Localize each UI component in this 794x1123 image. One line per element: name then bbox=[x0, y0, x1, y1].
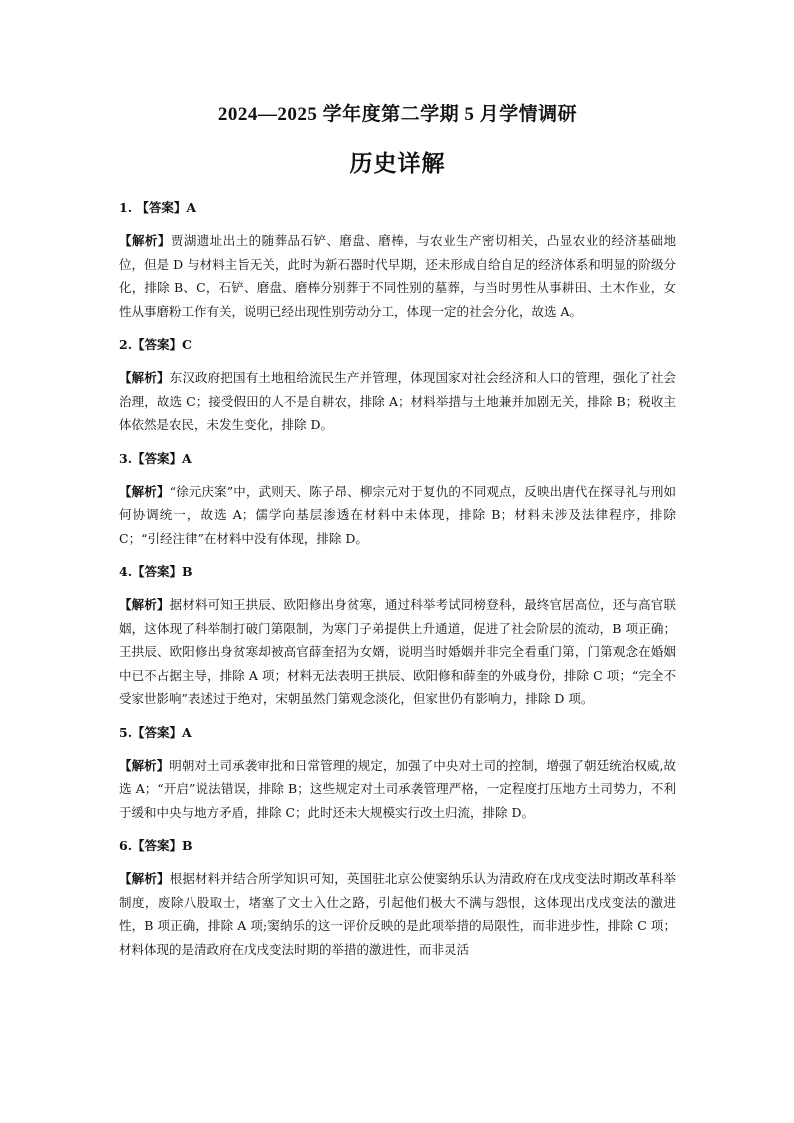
analysis-text: 根据材料并结合所学知识可知，英国驻北京公使窦纳乐认为清政府在戊戌变法时期改革科举制度，废除八股取士，堵塞了文士入仕之路，引起他们极大不满与怨恨，这体现出戊戌变法的激进性，B 项正确，排除 A 项;窦纳乐的这一评价反映的是此项举措的局限性，而非进步性，排除 C 项；材料体现的是清政府在戊戌变法时期的举措的激进性，而非灵活 bbox=[119, 871, 676, 957]
analysis-paragraph bbox=[119, 480, 676, 551]
document-title: 2024—2025 学年度第二学期 5 月学情调研 bbox=[217, 104, 578, 125]
analysis-tag: 【解析】 bbox=[119, 370, 170, 385]
analysis-paragraph bbox=[119, 754, 676, 825]
analysis-text: 东汉政府把国有土地租给流民生产并管理，体现国家对社会经济和人口的管理，强化了社会治理，故选 C；接受假田的人不是自耕农，排除 A；材料举措与土地兼并加剧无关，排除 B；税收主体依然是农民，未发生变化，排除 D。 bbox=[119, 370, 676, 432]
analysis-tag: 【解析】 bbox=[119, 233, 171, 248]
document-subtitle: 历史详解 bbox=[349, 150, 446, 177]
analysis-text: “徐元庆案”中，武则天、陈子昂、柳宗元对于复仇的不同观点，反映出唐代在探寻礼与刑如何协调统一，故选 A；儒学向基层渗透在材料中未体现，排除 B；材料未涉及法律程序，排除 C；“引经注律”在材料中没有体现，排除 D。 bbox=[119, 483, 676, 546]
analysis-paragraph bbox=[119, 593, 676, 711]
analysis-tag: 【解析】 bbox=[119, 871, 170, 886]
analysis-tag: 【解析】 bbox=[119, 483, 170, 499]
analysis-paragraph bbox=[119, 366, 676, 437]
answer-line bbox=[119, 723, 676, 743]
analysis-text: 明朝对土司承袭审批和日常管理的规定，加强了中央对土司的控制，增强了朝廷统治权威,故选 A；“开启”说法错误，排除 B；这些规定对土司承袭管理严格，一定程度打压地方土司势力，不利于缓和中央与地方矛盾，排除 C；此时还未大规模实行改土归流，排除 D。 bbox=[119, 757, 676, 820]
analysis-text: 贾湖遗址出土的随葬品石铲、磨盘、磨棒，与农业生产密切相关，凸显农业的经济基础地位，但是 D 与材料主旨无关，此时为新石器时代早期，还未形成自给自足的经济体系和明显的阶级分化，排除 B、C，石铲、磨盘、磨棒分别葬于不同性别的墓葬，与当时男性从事耕田、土木作业，女性从事磨粉工作有关，说明已经出现性别劳动分工，体现一定的社会分化，故选 A。 bbox=[119, 233, 676, 319]
analysis-tag: 【解析】 bbox=[119, 757, 170, 773]
analysis-paragraph bbox=[119, 229, 676, 323]
answer-line bbox=[119, 836, 676, 856]
answer-line bbox=[119, 449, 676, 469]
answer-label: 4.【答案】B bbox=[119, 564, 193, 579]
analysis-text: 据材料可知王拱辰、欧阳修出身贫寒，通过科举考试同榜登科，最终官居高位，还与高官联姻，这体现了科举制打破门第限制，为寒门子弟提供上升通道，促进了社会阶层的流动，B 项正确；王拱辰、欧阳修出身贫寒却被高官薛奎招为女婿，说明当时婚姻并非完全看重门第，门第观念在婚姻中已不占据主导，排除 A 项；材料无法表明王拱辰、欧阳修和薛奎的外戚身份，排除 C 项；“完全不受家世影响”表述过于绝对，宋朝虽然门第观念淡化，但家世仍有影响力，排除 D 项。 bbox=[119, 597, 676, 706]
analysis-tag: 【解析】 bbox=[119, 597, 170, 612]
answer-label: 6.【答案】B bbox=[119, 838, 193, 853]
answer-label: 3.【答案】A bbox=[119, 450, 192, 466]
answer-line bbox=[119, 198, 676, 218]
answer-line bbox=[119, 335, 676, 355]
analysis-paragraph bbox=[119, 867, 676, 961]
answer-label: 2.【答案】C bbox=[119, 337, 192, 352]
answer-label: 5.【答案】A bbox=[119, 724, 192, 740]
answer-line bbox=[119, 562, 676, 582]
answer-label: 1. 【答案】A bbox=[119, 200, 197, 215]
